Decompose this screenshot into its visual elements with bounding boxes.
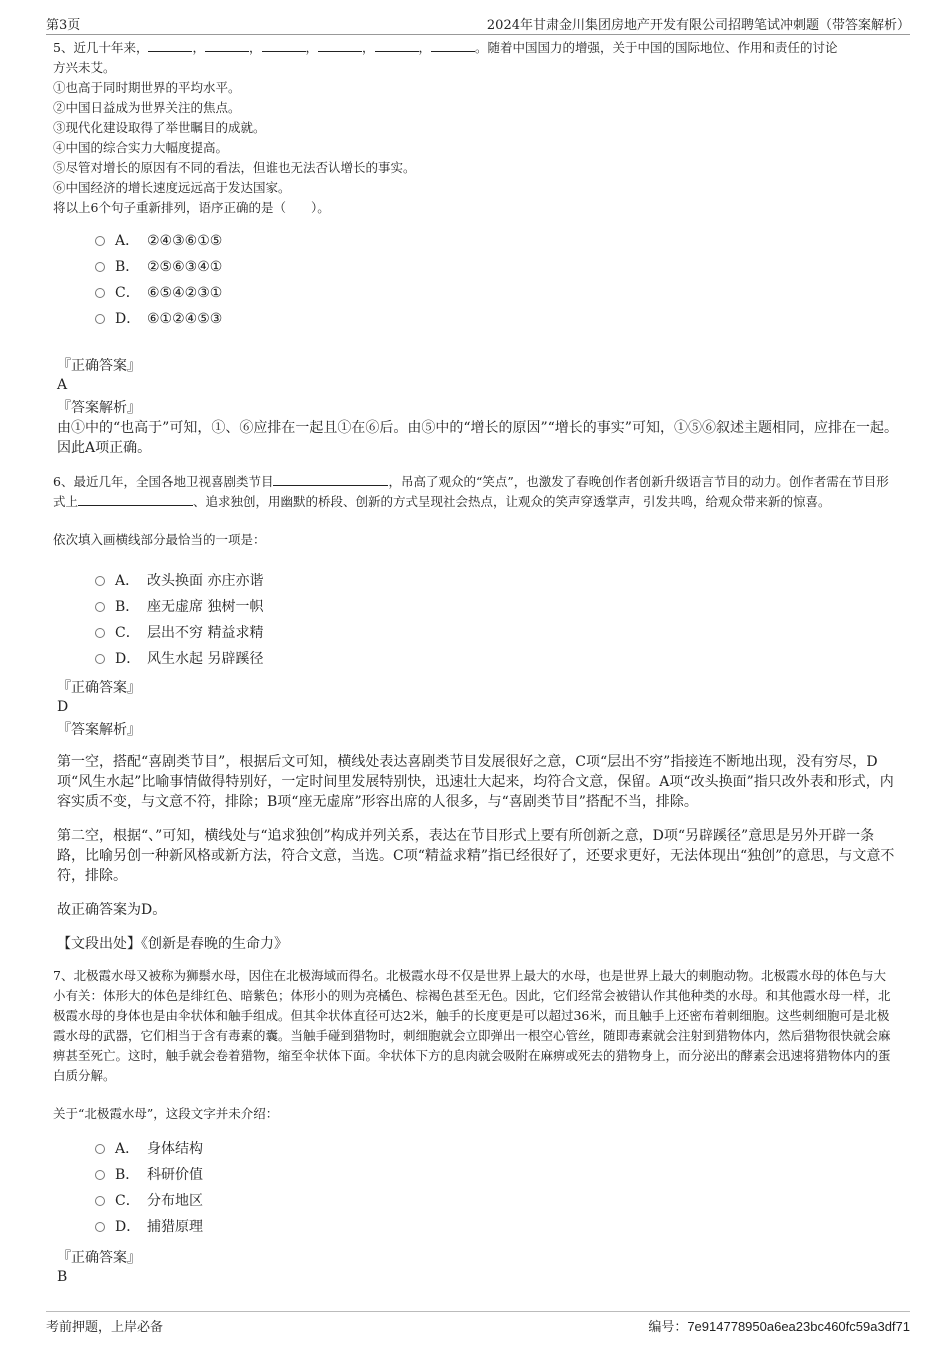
radio-icon[interactable]: [95, 654, 105, 664]
radio-icon[interactable]: [95, 1144, 105, 1154]
option-c[interactable]: C． ⑥⑤④②③①: [95, 280, 898, 306]
answer-value: A: [57, 377, 68, 393]
analysis-label: 『答案解析』: [57, 722, 141, 738]
source-citation: 【文段出处】《创新是春晚的生命力》: [57, 936, 288, 952]
document-body: [53, 38, 898, 1286]
radio-icon[interactable]: [95, 1196, 105, 1206]
sentence: ④中国的综合实力大幅度提高。: [53, 140, 229, 155]
options-list: [95, 1136, 898, 1240]
option-b[interactable]: B． 座无虚席 独树一帜: [95, 594, 898, 620]
blank: [148, 39, 192, 52]
question-stem: 6、最近几年，全国各地卫视喜剧类节目 ，吊高了观众的“笑点”，也激发了春晚创作者创新升级语言节目的动力。创作者需在节目形式上 、追求独创，用幽默的桥段、创新的方式呈现社会热点，让观众的笑声穿透掌声，引发共鸣，给观众带来新的惊喜。: [53, 474, 889, 509]
options-list: [95, 228, 898, 332]
page-footer: [46, 1311, 910, 1335]
question-6: [53, 472, 898, 954]
blank: [78, 493, 193, 506]
sentence: ⑥中国经济的增长速度远远高于发达国家。: [53, 180, 291, 195]
analysis-label: 『答案解析』: [57, 400, 141, 416]
answer-label: 『正确答案』: [57, 358, 141, 374]
question-stem: 5、近几十年来， ， ， ， ， ， 。随着中国国力的增强，关于中国的国际地位、作用和责任的讨论: [53, 40, 838, 55]
radio-icon[interactable]: [95, 1222, 105, 1232]
answer-value: D: [57, 699, 69, 715]
options-list: [95, 568, 898, 672]
analysis-paragraph: 第二空，根据“、”可知，横线处与“追求独创”构成并列关系，表达在节目形式上要有所创新之意，D项“另辟蹊径”意思是另外开辟一条路，比喻另创一种新风格或新方法，符合文意，当选。C项“精益求精”指已经很好了，还要求更好，无法体现出“独创”的意思，与文意不符，排除。: [57, 828, 895, 884]
option-b[interactable]: B． ②⑤⑥③④①: [95, 254, 898, 280]
option-c[interactable]: C． 层出不穷 精益求精: [95, 620, 898, 646]
sentence: ③现代化建设取得了举世瞩目的成就。: [53, 120, 266, 135]
footer-slogan: 考前押题，上岸必备: [46, 1320, 164, 1335]
question-prompt: 将以上6个句子重新排列，语序正确的是（ ）。: [53, 200, 330, 215]
radio-icon[interactable]: [95, 288, 105, 298]
page-header: [46, 14, 910, 35]
radio-icon[interactable]: [95, 628, 105, 638]
option-a[interactable]: A． 身体结构: [95, 1136, 898, 1162]
blank: [273, 473, 388, 486]
option-a[interactable]: A． ②④③⑥①⑤: [95, 228, 898, 254]
blank: [318, 39, 362, 52]
radio-icon[interactable]: [95, 314, 105, 324]
option-d[interactable]: D． 风生水起 另辟蹊径: [95, 646, 898, 672]
radio-icon[interactable]: [95, 236, 105, 246]
radio-icon[interactable]: [95, 1170, 105, 1180]
question-5: 5、近几十年来， ， ， ， ， ， 。随着中国国力的增强，关于中国的国际地位、作用和责任的讨论 方兴未艾。 ①也高于同时期世界的平均水平。 ②中国日益成为世界关注的焦点。 ③现代化建设取得了举世瞩目的成就。 ④中国的综合实力大幅度提高。 ⑤尽管对增长的原因有不同的看法，但谁也无法否认增长的事实。 ⑥中国经济的增长速度远远高于发达国家。 将以上6个句子重新排列，语序正确的是（ ）。 A． ②④③⑥①⑤ B． ②⑤⑥③④① C． ⑥⑤④②③① D． ⑥①②④⑤③ 『正确答案』 A 『答案解析』 由①中的“也高于”可知，①、⑥应排在一起且①在⑥后。由⑤中的“增长的原因”“增长的事实”可知，①⑤⑥叙述主题相同，应排在一起。因此A项正确。: [53, 40, 898, 456]
question-prompt: 依次填入画横线部分最恰当的一项是：: [53, 532, 266, 547]
option-a[interactable]: A． 改头换面 亦庄亦谐: [95, 568, 898, 594]
page-number: 第3页: [46, 18, 81, 33]
question-7: [53, 966, 898, 1286]
analysis-text: 由①中的“也高于”可知，①、⑥应排在一起且①在⑥后。由⑤中的“增长的原因”“增长的事实”可知，①⑤⑥叙述主题相同，应排在一起。因此A项正确。: [57, 420, 898, 456]
analysis-paragraph: 第一空，搭配“喜剧类节目”，根据后文可知，横线处表达喜剧类节目发展很好之意，C项“层出不穷”指接连不断地出现，没有穷尽，D项“风生水起”比喻事情做得特别好，一定时间里发展特别快，迅速壮大起来，均符合文意，保留。A项“改头换面”指只改外表和形式，内容实质不变，与文意不符，排除；B项“座无虚席”形容出席的人很多，与“喜剧类节目”搭配不当，排除。: [57, 754, 894, 810]
blank: [431, 39, 475, 52]
answer-label: 『正确答案』: [57, 680, 141, 696]
blank: [375, 39, 419, 52]
blank: [205, 39, 249, 52]
radio-icon[interactable]: [95, 602, 105, 612]
sentence: ①也高于同时期世界的平均水平。: [53, 80, 241, 95]
radio-icon[interactable]: [95, 576, 105, 586]
option-b[interactable]: B． 科研价值: [95, 1162, 898, 1188]
option-c[interactable]: C． 分布地区: [95, 1188, 898, 1214]
blank: [262, 39, 306, 52]
document-title: 2024年甘肃金川集团房地产开发有限公司招聘笔试冲刺题（带答案解析）: [486, 18, 910, 33]
answer-value: B: [57, 1269, 68, 1285]
sentence: ②中国日益成为世界关注的焦点。: [53, 100, 241, 115]
option-d[interactable]: D． ⑥①②④⑤③: [95, 306, 898, 332]
option-d[interactable]: D． 捕猎原理: [95, 1214, 898, 1240]
document-code: 编号：7e914778950a6ea23bc460fc59a3df71: [648, 1319, 910, 1335]
answer-label: 『正确答案』: [57, 1250, 141, 1266]
analysis-conclusion: 故正确答案为D。: [57, 902, 167, 918]
radio-icon[interactable]: [95, 262, 105, 272]
sentence: ⑤尽管对增长的原因有不同的看法，但谁也无法否认增长的事实。: [53, 160, 416, 175]
question-stem: 7、北极霞水母又被称为狮鬃水母，因住在北极海域而得名。北极霞水母不仅是世界上最大的水母，也是世界上最大的刺胞动物。北极霞水母的体色与大小有关：体形大的体色是绯红色、暗紫色；体形小的则为亮橘色、棕褐色甚至无色。因此，它们经常会被错认作其他种类的水母。和其他霞水母一样，北极霞水母的身体也是由伞状体和触手组成。但其伞状体直径可达2米，触手的长度更是可以超过36米，而且触手上还密布着刺细胞。这些刺细胞可是北极霞水母的武器，它们相当于含有毒素的囊。当触手碰到猎物时，刺细胞就会立即弹出一根空心管丝，随即毒素就会注射到猎物体内，然后猎物很快就会麻痹甚至死亡。这时，触手就会卷着猎物，缩至伞状体下面。伞状体下方的息肉就会吸附在麻痹或死去的猎物身上，而分泌出的酵素会迅速将猎物体内的蛋白质分解。: [53, 968, 891, 1083]
question-prompt: 关于“北极霞水母”，这段文字并未介绍：: [53, 1106, 279, 1121]
